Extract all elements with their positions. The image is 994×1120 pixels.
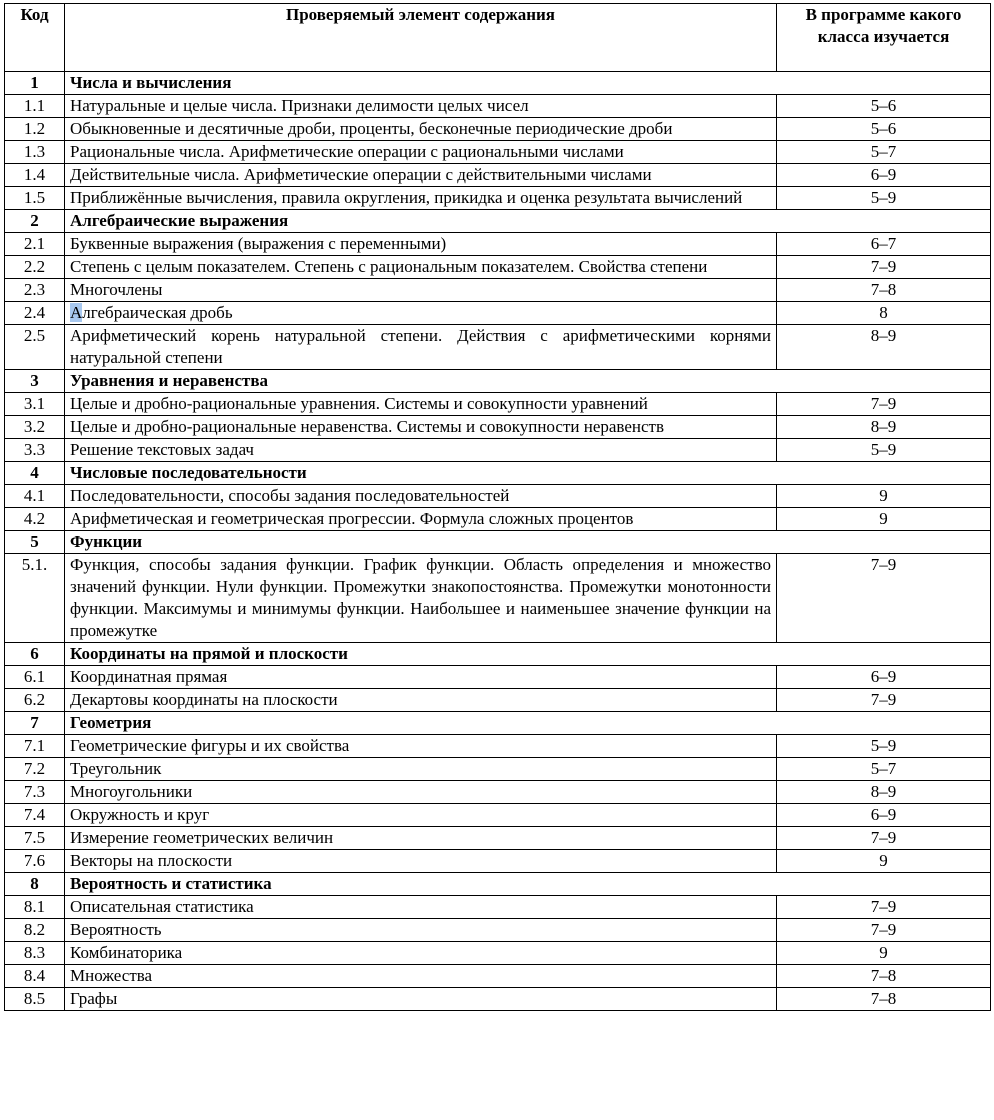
item-title: Векторы на плоскости (65, 850, 777, 873)
item-title: Координатная прямая (65, 666, 777, 689)
item-code: 4.1 (5, 485, 65, 508)
table-row (5, 758, 991, 781)
item-title: Арифметический корень натуральной степени. Действия с арифметическими корнями натуральной степени (65, 325, 777, 370)
text-selection-highlight: А (70, 303, 83, 322)
item-code: 2.5 (5, 325, 65, 370)
section-title: Числовые последовательности (65, 462, 991, 485)
table-body (5, 72, 991, 1011)
item-code: 6.2 (5, 689, 65, 712)
section-row (5, 370, 991, 393)
item-grade: 5–7 (777, 758, 991, 781)
table-row (5, 827, 991, 850)
section-row (5, 712, 991, 735)
section-code: 8 (5, 873, 65, 896)
section-code: 4 (5, 462, 65, 485)
item-grade: 5–9 (777, 187, 991, 210)
item-code: 6.1 (5, 666, 65, 689)
item-code: 2.4 (5, 302, 65, 325)
item-code: 2.2 (5, 256, 65, 279)
item-title: Описательная статистика (65, 896, 777, 919)
item-code: 1.1 (5, 95, 65, 118)
item-code: 5.1. (5, 554, 65, 643)
section-row (5, 873, 991, 896)
item-grade: 6–9 (777, 804, 991, 827)
table-row (5, 850, 991, 873)
header-grade: В программе какого класса изучается (777, 4, 991, 72)
section-title: Вероятность и статистика (65, 873, 991, 896)
table-row (5, 302, 991, 325)
content-elements-table (4, 3, 991, 1011)
table-row (5, 965, 991, 988)
item-code: 7.6 (5, 850, 65, 873)
item-code: 8.1 (5, 896, 65, 919)
item-code: 8.4 (5, 965, 65, 988)
section-title: Числа и вычисления (65, 72, 991, 95)
item-grade: 5–6 (777, 95, 991, 118)
item-code: 7.3 (5, 781, 65, 804)
item-grade: 7–9 (777, 919, 991, 942)
item-grade: 9 (777, 508, 991, 531)
item-title: Арифметическая и геометрическая прогрессии. Формула сложных процентов (65, 508, 777, 531)
section-code: 6 (5, 643, 65, 666)
item-title: Функция, способы задания функции. График функции. Область определения и множество значений функции. Нули функции. Промежутки знакопостоянства. Промежутки монотонности функции. Максимумы и минимумы функции. Наибольшее и наименьшее значение функции на промежутке (65, 554, 777, 643)
table-row (5, 942, 991, 965)
item-code: 3.1 (5, 393, 65, 416)
table-row (5, 666, 991, 689)
item-grade: 6–7 (777, 233, 991, 256)
item-grade: 5–7 (777, 141, 991, 164)
item-title: Комбинаторика (65, 942, 777, 965)
item-grade: 7–9 (777, 689, 991, 712)
item-title: Измерение геометрических величин (65, 827, 777, 850)
item-grade: 8–9 (777, 416, 991, 439)
item-grade: 7–8 (777, 988, 991, 1011)
section-row (5, 462, 991, 485)
item-grade: 6–9 (777, 164, 991, 187)
item-title: Декартовы координаты на плоскости (65, 689, 777, 712)
item-title: Рациональные числа. Арифметические операции с рациональными числами (65, 141, 777, 164)
item-title (65, 302, 777, 325)
item-grade: 7–9 (777, 827, 991, 850)
item-code: 8.2 (5, 919, 65, 942)
item-title: Обыкновенные и десятичные дроби, проценты, бесконечные периодические дроби (65, 118, 777, 141)
table-row (5, 919, 991, 942)
item-title: Многочлены (65, 279, 777, 302)
document-page (4, 3, 990, 1011)
item-grade: 6–9 (777, 666, 991, 689)
section-code: 2 (5, 210, 65, 233)
table-row (5, 735, 991, 758)
item-grade: 9 (777, 850, 991, 873)
table-row (5, 233, 991, 256)
section-code: 1 (5, 72, 65, 95)
item-code: 7.4 (5, 804, 65, 827)
table-row (5, 485, 991, 508)
item-title: Целые и дробно-рациональные уравнения. Системы и совокупности уравнений (65, 393, 777, 416)
item-title: Геометрические фигуры и их свойства (65, 735, 777, 758)
item-grade: 8–9 (777, 325, 991, 370)
item-code: 4.2 (5, 508, 65, 531)
section-row (5, 210, 991, 233)
item-title: Множества (65, 965, 777, 988)
item-code: 3.2 (5, 416, 65, 439)
header-element: Проверяемый элемент содержания (65, 4, 777, 72)
item-code: 2.1 (5, 233, 65, 256)
item-title: Степень с целым показателем. Степень с рациональным показателем. Свойства степени (65, 256, 777, 279)
table-row (5, 896, 991, 919)
section-code: 3 (5, 370, 65, 393)
table-row (5, 508, 991, 531)
item-title: Многоугольники (65, 781, 777, 804)
item-title: Последовательности, способы задания последовательностей (65, 485, 777, 508)
item-grade: 9 (777, 942, 991, 965)
table-row (5, 804, 991, 827)
header-code: Код (5, 4, 65, 72)
table-row (5, 325, 991, 370)
item-title: Действительные числа. Арифметические операции с действительными числами (65, 164, 777, 187)
item-grade: 5–9 (777, 439, 991, 462)
table-row (5, 141, 991, 164)
section-title: Функции (65, 531, 991, 554)
header-row (5, 4, 991, 72)
item-title: Натуральные и целые числа. Признаки делимости целых чисел (65, 95, 777, 118)
table-row (5, 256, 991, 279)
item-title: Решение текстовых задач (65, 439, 777, 462)
item-grade: 7–8 (777, 279, 991, 302)
table-row (5, 554, 991, 643)
item-grade: 8 (777, 302, 991, 325)
item-grade: 7–9 (777, 554, 991, 643)
section-code: 5 (5, 531, 65, 554)
item-code: 8.5 (5, 988, 65, 1011)
item-title: Окружность и круг (65, 804, 777, 827)
section-title: Геометрия (65, 712, 991, 735)
table-row (5, 187, 991, 210)
item-code: 1.2 (5, 118, 65, 141)
item-code: 2.3 (5, 279, 65, 302)
item-code: 8.3 (5, 942, 65, 965)
item-title: Приближённые вычисления, правила округления, прикидка и оценка результата вычислений (65, 187, 777, 210)
item-grade: 7–9 (777, 896, 991, 919)
table-row (5, 164, 991, 187)
item-code: 1.4 (5, 164, 65, 187)
section-title: Алгебраические выражения (65, 210, 991, 233)
section-code: 7 (5, 712, 65, 735)
item-title: Графы (65, 988, 777, 1011)
section-row (5, 643, 991, 666)
section-title: Координаты на прямой и плоскости (65, 643, 991, 666)
item-title: Треугольник (65, 758, 777, 781)
section-row (5, 531, 991, 554)
item-title: Целые и дробно-рациональные неравенства. Системы и совокупности неравенств (65, 416, 777, 439)
item-grade: 9 (777, 485, 991, 508)
item-code: 7.5 (5, 827, 65, 850)
item-code: 1.3 (5, 141, 65, 164)
item-code: 7.1 (5, 735, 65, 758)
table-row (5, 279, 991, 302)
item-code: 7.2 (5, 758, 65, 781)
item-grade: 8–9 (777, 781, 991, 804)
table-row (5, 439, 991, 462)
table-row (5, 988, 991, 1011)
item-title: Буквенные выражения (выражения с переменными) (65, 233, 777, 256)
section-title: Уравнения и неравенства (65, 370, 991, 393)
table-row (5, 95, 991, 118)
table-header (5, 4, 991, 72)
table-row (5, 416, 991, 439)
section-row (5, 72, 991, 95)
item-title: Вероятность (65, 919, 777, 942)
item-grade: 5–9 (777, 735, 991, 758)
item-grade: 5–6 (777, 118, 991, 141)
table-row (5, 781, 991, 804)
item-grade: 7–9 (777, 393, 991, 416)
item-grade: 7–9 (777, 256, 991, 279)
table-row (5, 118, 991, 141)
item-grade: 7–8 (777, 965, 991, 988)
item-code: 3.3 (5, 439, 65, 462)
item-code: 1.5 (5, 187, 65, 210)
item-title-rest: лгебраическая дробь (82, 303, 233, 322)
table-row (5, 393, 991, 416)
table-row (5, 689, 991, 712)
